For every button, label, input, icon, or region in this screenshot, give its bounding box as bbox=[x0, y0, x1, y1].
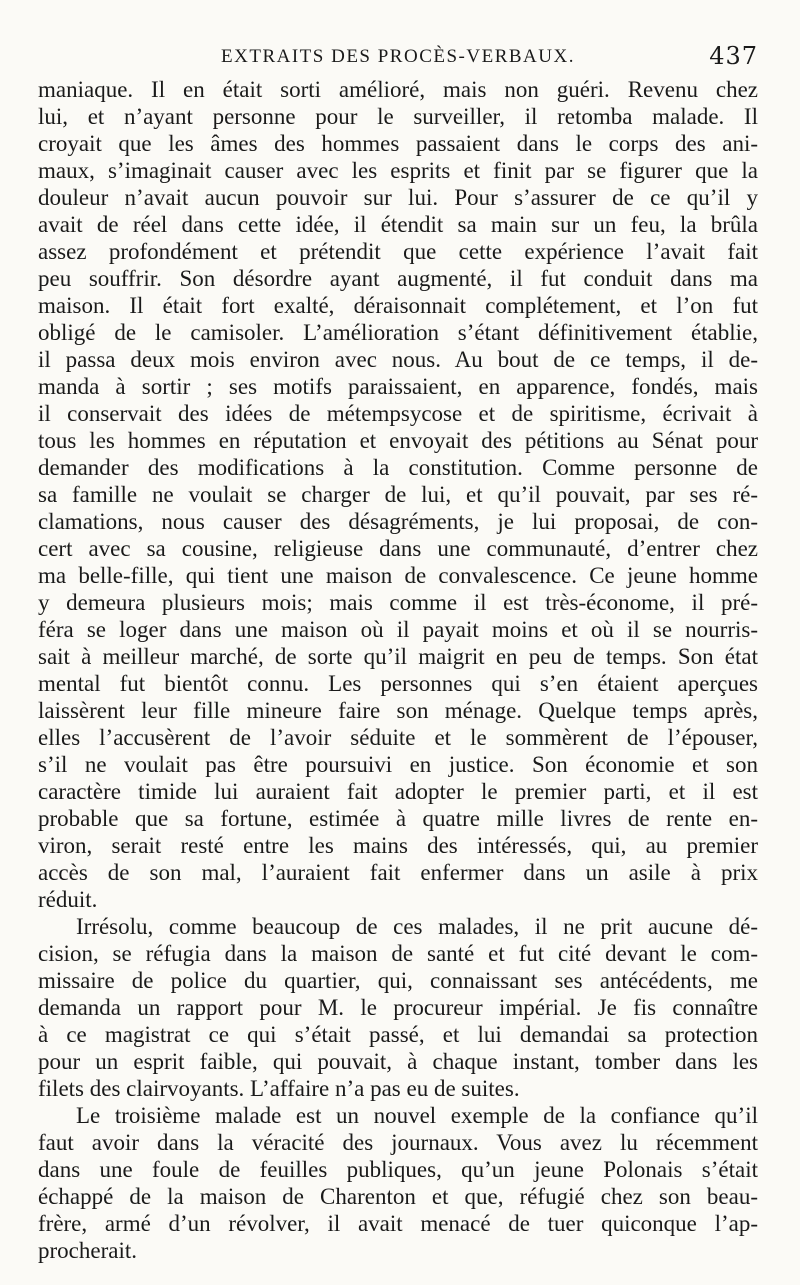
text-line: maniaque. Il en était sorti amélioré, mais non guéri. Revenu chez bbox=[38, 77, 758, 102]
text-line: caractère timide lui auraient fait adopter le premier parti, et il est bbox=[38, 779, 758, 804]
text-line: croyait que les âmes des hommes passaient dans le corps des ani- bbox=[38, 131, 758, 156]
text-line: procherait. bbox=[38, 1238, 137, 1263]
text-line: obligé de le camisoler. L’amélioration s’étant définitivement établie, bbox=[38, 320, 758, 345]
text-line: manda à sortir ; ses motifs paraissaient, en apparence, fondés, mais bbox=[38, 374, 758, 399]
text-line: elles l’accusèrent de l’avoir séduite et le sommèrent de l’épouser, bbox=[38, 725, 758, 750]
text-line: cision, se réfugia dans la maison de santé et fut cité devant le com- bbox=[38, 941, 758, 966]
text-line: lui, et n’ayant personne pour le surveiller, il retomba malade. Il bbox=[38, 104, 758, 129]
text-line: maux, s’imaginait causer avec les esprits et finit par se figurer que la bbox=[38, 158, 758, 183]
text-line: faut avoir dans la véracité des journaux. Vous avez lu récemment bbox=[38, 1130, 758, 1155]
text-line: dans une foule de feuilles publiques, qu’un jeune Polonais s’était bbox=[38, 1157, 758, 1182]
text-line: demanda un rapport pour M. le procureur impérial. Je fis connaître bbox=[38, 995, 758, 1020]
text-line: cert avec sa cousine, religieuse dans une communauté, d’entrer chez bbox=[38, 536, 758, 561]
text-line: douleur n’avait aucun pouvoir sur lui. Pour s’assurer de ce qu’il y bbox=[38, 185, 758, 210]
text-line: avait de réel dans cette idée, il étendit sa main sur un feu, la brûla bbox=[38, 212, 758, 237]
text-line: tous les hommes en réputation et envoyait des pétitions au Sénat pour bbox=[38, 428, 758, 453]
text-line: à ce magistrat ce qui s’était passé, et lui demandai sa protection bbox=[38, 1022, 758, 1047]
text-line: clamations, nous causer des désagréments, je lui proposai, de con- bbox=[38, 509, 758, 534]
text-line: filets des clairvoyants. L’affaire n’a pas eu de suites. bbox=[38, 1076, 520, 1101]
text-line: féra se loger dans une maison où il payait moins et où il se nourris- bbox=[38, 617, 758, 642]
text-line: s’il ne voulait pas être poursuivi en justice. Son économie et son bbox=[38, 752, 758, 777]
page-number: 437 bbox=[709, 42, 758, 70]
text-line: laissèrent leur fille mineure faire son ménage. Quelque temps après, bbox=[38, 698, 758, 723]
text-line: accès de son mal, l’auraient fait enfermer dans un asile à prix bbox=[38, 860, 758, 885]
text-line: réduit. bbox=[38, 887, 98, 912]
text-line: pour un esprit faible, qui pouvait, à chaque instant, tomber dans les bbox=[38, 1049, 758, 1074]
paragraph-1 bbox=[38, 76, 758, 913]
text-line: assez profondément et prétendit que cette expérience l’avait fait bbox=[38, 239, 758, 264]
text-line: ma belle-fille, qui tient une maison de convalescence. Ce jeune homme bbox=[38, 563, 758, 588]
text-line: il passa deux mois environ avec nous. Au bout de ce temps, il de- bbox=[38, 347, 758, 372]
text-line: demander des modifications à la constitution. Comme personne de bbox=[38, 455, 758, 480]
text-line: probable que sa fortune, estimée à quatre mille livres de rente en- bbox=[38, 806, 758, 831]
text-line: sait à meilleur marché, de sorte qu’il maigrit en peu de temps. Son état bbox=[38, 644, 758, 669]
running-title: EXTRAITS DES PROCÈS-VERBAUX. bbox=[221, 46, 575, 67]
paragraph-2 bbox=[38, 913, 758, 1102]
text-line: frère, armé d’un révolver, il avait menacé de tuer quiconque l’ap- bbox=[38, 1211, 758, 1236]
text-line: missaire de police du quartier, qui, connaissant ses antécédents, me bbox=[38, 968, 758, 993]
text-line: viron, serait resté entre les mains des intéressés, qui, au premier bbox=[38, 833, 758, 858]
body-text bbox=[38, 76, 758, 1264]
text-line: il conservait des idées de métempsycose et de spiritisme, écrivait à bbox=[38, 401, 758, 426]
text-line: mental fut bientôt connu. Les personnes qui s’en étaient aperçues bbox=[38, 671, 758, 696]
text-line: peu souffrir. Son désordre ayant augmenté, il fut conduit dans ma bbox=[38, 266, 758, 291]
text-line: Irrésolu, comme beaucoup de ces malades, il ne prit aucune dé- bbox=[76, 914, 758, 939]
text-line: Le troisième malade est un nouvel exemple de la confiance qu’il bbox=[76, 1103, 758, 1128]
text-line: maison. Il était fort exalté, déraisonnait complétement, et l’on fut bbox=[38, 293, 758, 318]
text-line: échappé de la maison de Charenton et que, réfugié chez son beau- bbox=[38, 1184, 758, 1209]
paragraph-3 bbox=[38, 1102, 758, 1264]
text-line: y demeura plusieurs mois; mais comme il est très-économe, il pré- bbox=[38, 590, 758, 615]
text-line: sa famille ne voulait se charger de lui, et qu’il pouvait, par ses ré- bbox=[38, 482, 758, 507]
running-head bbox=[38, 36, 758, 76]
